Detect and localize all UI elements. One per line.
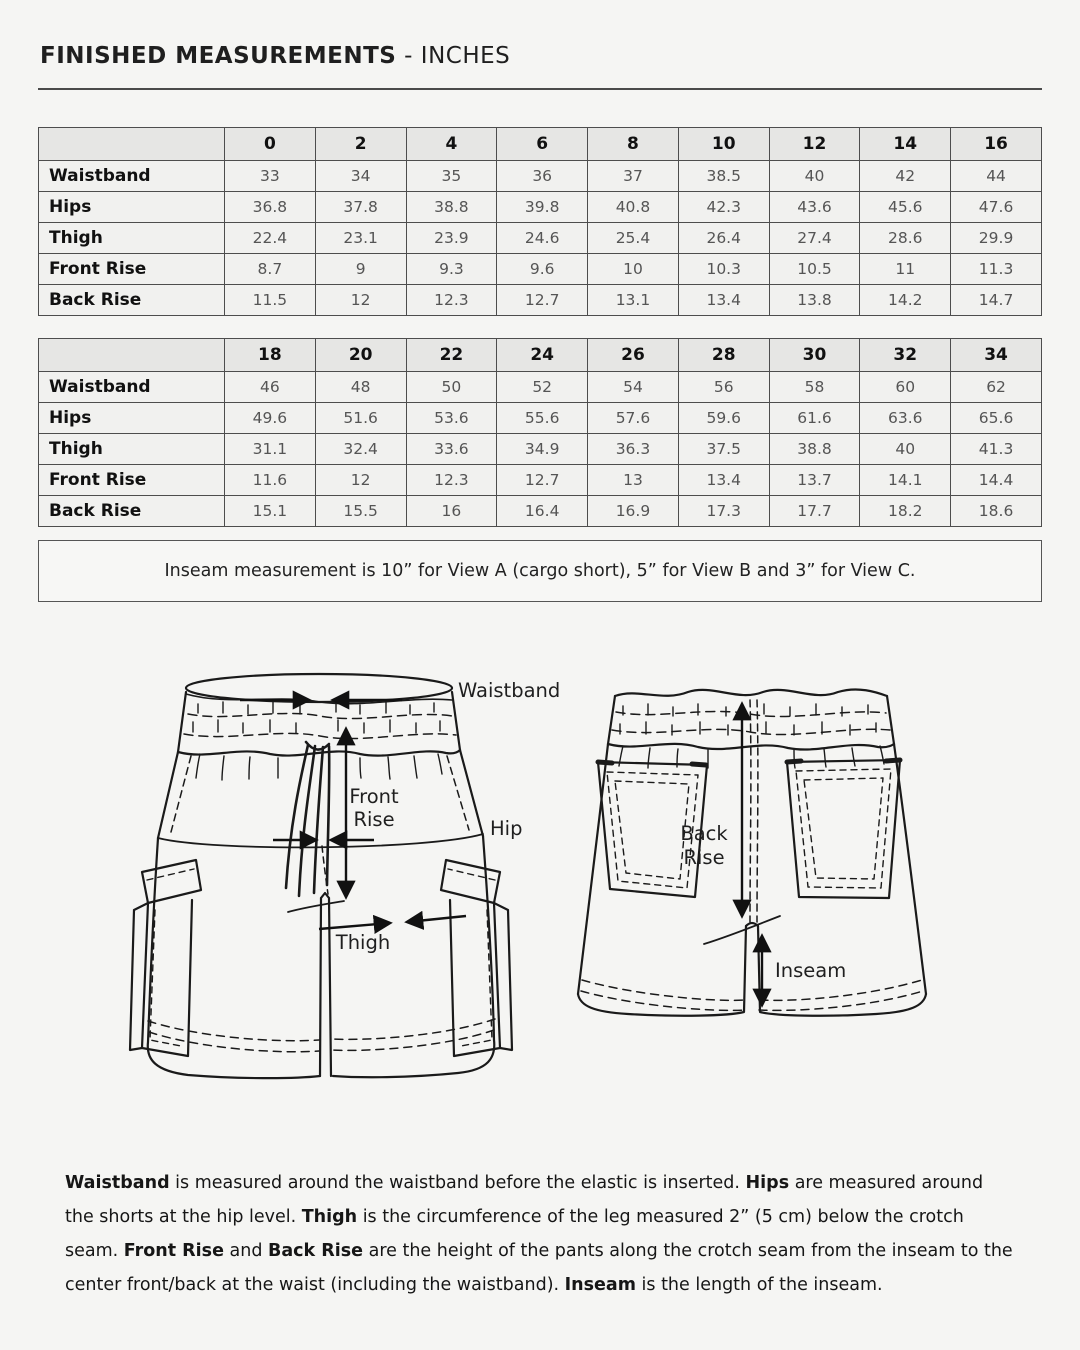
measurement-cell: 11.6: [225, 465, 316, 496]
measurement-cell: 56: [678, 372, 769, 403]
size-table-corner-cell: [39, 339, 225, 372]
measurement-cell: 14.1: [860, 465, 951, 496]
measurement-cell: 60: [860, 372, 951, 403]
size-column-header: 32: [860, 339, 951, 372]
size-table-header-row: [39, 339, 1042, 372]
measurement-cell: 38.8: [406, 192, 497, 223]
measurement-cell: 42: [860, 161, 951, 192]
measurement-cell: 32.4: [315, 434, 406, 465]
description-paragraph: [65, 1166, 1015, 1302]
size-column-header: 24: [497, 339, 588, 372]
measurement-cell: 33.6: [406, 434, 497, 465]
size-table-corner-cell: [39, 128, 225, 161]
size-column-header: 26: [588, 339, 679, 372]
measurement-cell: 25.4: [588, 223, 679, 254]
measurement-cell: 35: [406, 161, 497, 192]
measurement-cell: 45.6: [860, 192, 951, 223]
measurement-cell: 13.8: [769, 285, 860, 316]
waistband-label: Waistband: [458, 679, 561, 702]
measurement-cell: 36: [497, 161, 588, 192]
measurement-row: [39, 254, 1042, 285]
measurement-cell: 49.6: [225, 403, 316, 434]
measurement-term: Hips: [745, 1173, 790, 1193]
measurement-cell: 38.8: [769, 434, 860, 465]
inseam-note-text: Inseam measurement is 10” for View A (cargo short), 5” for View B and 3” for View C.: [164, 561, 916, 581]
measurement-cell: 59.6: [678, 403, 769, 434]
measurement-cell: 14.2: [860, 285, 951, 316]
size-column-header: 12: [769, 128, 860, 161]
measurement-cell: 12.7: [497, 285, 588, 316]
back-rise-label: Back: [680, 822, 728, 845]
measurement-row-label: Hips: [39, 403, 225, 434]
measurement-row-label: Thigh: [39, 434, 225, 465]
measurement-cell: 16.4: [497, 496, 588, 527]
inseam-note-box: [38, 540, 1042, 602]
measurement-cell: 12.3: [406, 285, 497, 316]
measurement-cell: 17.3: [678, 496, 769, 527]
size-column-header: 34: [951, 339, 1042, 372]
measurement-cell: 14.4: [951, 465, 1042, 496]
measurement-cell: 11.3: [951, 254, 1042, 285]
measurement-cell: 37: [588, 161, 679, 192]
front-shorts-drawing: [130, 674, 512, 1078]
measurement-cell: 13.4: [678, 465, 769, 496]
measurement-cell: 13.1: [588, 285, 679, 316]
description-text: are measured around the shorts at the hip level.: [65, 1173, 984, 1227]
measurement-row: [39, 434, 1042, 465]
measurement-cell: 31.1: [225, 434, 316, 465]
measurement-cell: 8.7: [225, 254, 316, 285]
measurement-cell: 36.3: [588, 434, 679, 465]
measurement-row-label: Front Rise: [39, 465, 225, 496]
measurement-cell: 34.9: [497, 434, 588, 465]
measurement-cell: 15.1: [225, 496, 316, 527]
measurement-cell: 10: [588, 254, 679, 285]
measurement-cell: 53.6: [406, 403, 497, 434]
page-title-main: FINISHED MEASUREMENTS: [40, 43, 397, 69]
size-tables: [38, 127, 1042, 527]
thigh-label: Thigh: [335, 931, 391, 954]
thigh-arrow: [407, 916, 466, 922]
page-title: [40, 42, 1042, 70]
measurement-row-label: Waistband: [39, 161, 225, 192]
measurement-term: Inseam: [564, 1275, 636, 1295]
description-text: and: [223, 1241, 269, 1261]
measurement-cell: 42.3: [678, 192, 769, 223]
measurement-cell: 54: [588, 372, 679, 403]
measurement-cell: 36.8: [225, 192, 316, 223]
size-column-header: 10: [678, 128, 769, 161]
measurement-cell: 9: [315, 254, 406, 285]
measurement-cell: 11: [860, 254, 951, 285]
measurement-cell: 44: [951, 161, 1042, 192]
measurement-cell: 23.9: [406, 223, 497, 254]
measurement-cell: 23.1: [315, 223, 406, 254]
description-text: is the circumference of the leg measured 2” (5 cm) below the crotch seam.: [65, 1207, 964, 1261]
measurement-cell: 15.5: [315, 496, 406, 527]
measurement-cell: 17.7: [769, 496, 860, 527]
measurement-cell: 37.5: [678, 434, 769, 465]
measurement-cell: 29.9: [951, 223, 1042, 254]
description-text: are the height of the pants along the crotch seam from the inseam to the center front/back at the waist (including the waistband).: [65, 1241, 1013, 1295]
measurement-cell: 58: [769, 372, 860, 403]
back-rise-label: Rise: [683, 846, 725, 869]
measurement-row: [39, 496, 1042, 527]
measurement-cell: 28.6: [860, 223, 951, 254]
measurement-cell: 50: [406, 372, 497, 403]
size-column-header: 2: [315, 128, 406, 161]
measurement-cell: 16: [406, 496, 497, 527]
measurement-cell: 16.9: [588, 496, 679, 527]
measurement-cell: 37.8: [315, 192, 406, 223]
title-divider: [38, 88, 1042, 90]
size-column-header: 18: [225, 339, 316, 372]
size-table-header-row: [39, 128, 1042, 161]
size-column-header: 8: [588, 128, 679, 161]
measurement-row: [39, 285, 1042, 316]
page-title-units: - INCHES: [396, 43, 511, 69]
measurement-cell: 40: [860, 434, 951, 465]
measurement-cell: 12: [315, 285, 406, 316]
measurement-row: [39, 372, 1042, 403]
measurement-cell: 43.6: [769, 192, 860, 223]
measurement-cell: 33: [225, 161, 316, 192]
size-column-header: 28: [678, 339, 769, 372]
size-column-header: 14: [860, 128, 951, 161]
measurement-row-label: Thigh: [39, 223, 225, 254]
measurement-cell: 12: [315, 465, 406, 496]
size-column-header: 6: [497, 128, 588, 161]
size-column-header: 16: [951, 128, 1042, 161]
measurement-cell: 38.5: [678, 161, 769, 192]
measurement-cell: 13: [588, 465, 679, 496]
measurement-cell: 40.8: [588, 192, 679, 223]
measurement-cell: 48: [315, 372, 406, 403]
measurement-cell: 39.8: [497, 192, 588, 223]
measurement-row: [39, 465, 1042, 496]
measurement-cell: 57.6: [588, 403, 679, 434]
drawstring: [286, 742, 329, 896]
measurement-term: Thigh: [301, 1207, 358, 1227]
measurement-term: Front Rise: [123, 1241, 224, 1261]
measurement-cell: 24.6: [497, 223, 588, 254]
description-text: is the length of the inseam.: [635, 1275, 883, 1295]
measurement-cell: 10.5: [769, 254, 860, 285]
measurement-cell: 14.7: [951, 285, 1042, 316]
description-text: is measured around the waistband before the elastic is inserted.: [169, 1173, 746, 1193]
hip-label: Hip: [490, 817, 523, 840]
measurement-cell: 65.6: [951, 403, 1042, 434]
measurement-row-label: Waistband: [39, 372, 225, 403]
inseam-label: Inseam: [775, 959, 847, 982]
size-table-1: [38, 127, 1042, 316]
measurement-cell: 11.5: [225, 285, 316, 316]
size-table-2: [38, 338, 1042, 527]
measurement-row: [39, 403, 1042, 434]
measurement-cell: 27.4: [769, 223, 860, 254]
measurement-cell: 12.7: [497, 465, 588, 496]
measurement-cell: 40: [769, 161, 860, 192]
measurement-row: [39, 192, 1042, 223]
size-column-header: 20: [315, 339, 406, 372]
measurement-cell: 52: [497, 372, 588, 403]
measurement-cell: 55.6: [497, 403, 588, 434]
back-pocket-right: [787, 760, 900, 898]
measurement-cell: 13.4: [678, 285, 769, 316]
measurement-cell: 18.2: [860, 496, 951, 527]
measurement-row-label: Back Rise: [39, 496, 225, 527]
measurement-row: [39, 223, 1042, 254]
size-column-header: 22: [406, 339, 497, 372]
front-rise-label: Front: [349, 785, 399, 808]
measurement-cell: 51.6: [315, 403, 406, 434]
measurement-cell: 10.3: [678, 254, 769, 285]
measurement-cell: 12.3: [406, 465, 497, 496]
measurement-cell: 47.6: [951, 192, 1042, 223]
front-rise-label: Rise: [353, 808, 395, 831]
measurement-term: Waistband: [65, 1173, 170, 1193]
shorts-diagram: [38, 650, 1042, 1130]
size-column-header: 0: [225, 128, 316, 161]
measurement-cell: 13.7: [769, 465, 860, 496]
measurement-cell: 41.3: [951, 434, 1042, 465]
measurement-cell: 63.6: [860, 403, 951, 434]
measurement-cell: 34: [315, 161, 406, 192]
measurement-cell: 46: [225, 372, 316, 403]
cargo-pocket-right: [441, 860, 512, 1056]
size-column-header: 4: [406, 128, 497, 161]
measurement-row-label: Hips: [39, 192, 225, 223]
measurement-cell: 62: [951, 372, 1042, 403]
measurement-term: Back Rise: [268, 1241, 364, 1261]
measurement-cell: 26.4: [678, 223, 769, 254]
measurement-cell: 61.6: [769, 403, 860, 434]
measurement-row-label: Back Rise: [39, 285, 225, 316]
back-shorts-drawing: [578, 689, 926, 1015]
measurement-cell: 22.4: [225, 223, 316, 254]
measurement-cell: 18.6: [951, 496, 1042, 527]
measurement-cell: 9.3: [406, 254, 497, 285]
size-column-header: 30: [769, 339, 860, 372]
measurement-row-label: Front Rise: [39, 254, 225, 285]
measurement-cell: 9.6: [497, 254, 588, 285]
measurement-row: [39, 161, 1042, 192]
